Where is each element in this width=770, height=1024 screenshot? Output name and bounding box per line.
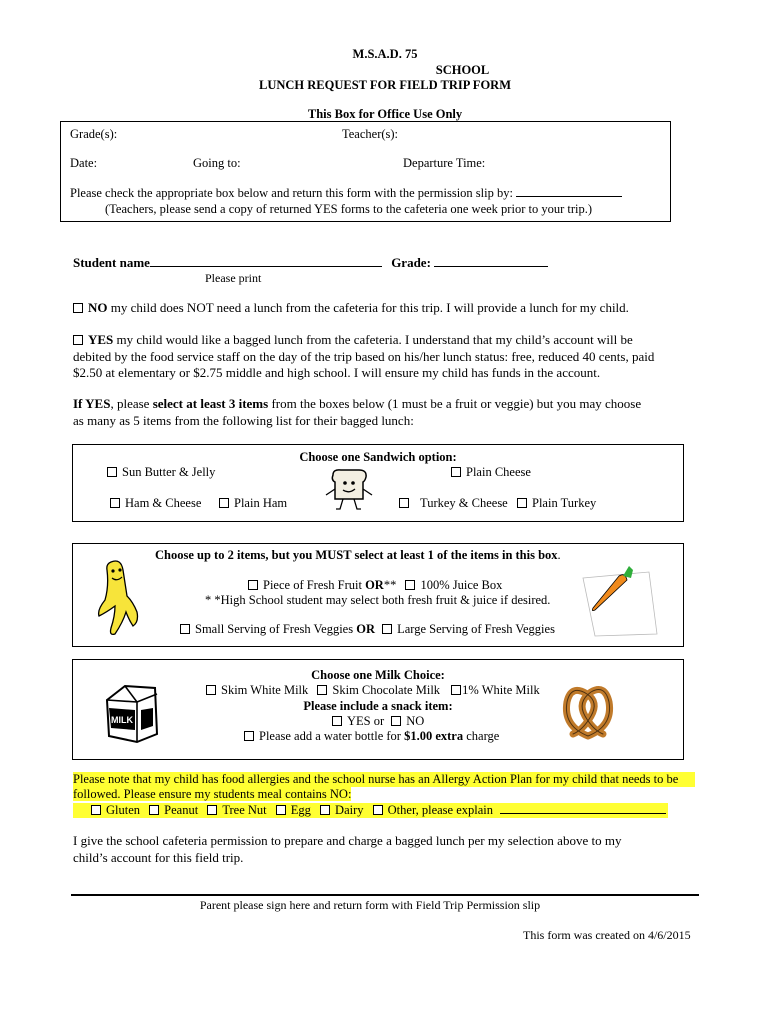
- ham-cheese-option: [110, 496, 201, 511]
- snack-no-label: NO: [406, 714, 425, 728]
- district-title: M.S.A.D. 75: [352, 47, 418, 61]
- milk-title: Choose one Milk Choice:: [311, 668, 445, 682]
- yes-text-line1: my child would like a bagged lunch from the cafeteria. I understand that my child’s account will be: [116, 332, 633, 347]
- fruit-box-title: [155, 548, 561, 563]
- gluten-label: Gluten: [106, 803, 141, 817]
- ham-cheese-checkbox[interactable]: [110, 498, 120, 508]
- sun-butter-jelly-label: Sun Butter & Jelly: [122, 465, 216, 479]
- toast-icon: [321, 467, 377, 513]
- large-veggies-checkbox[interactable]: [382, 624, 392, 634]
- large-veggies-label: Large Serving of Fresh Veggies: [397, 622, 555, 636]
- milk-carton-text: MILK: [111, 715, 133, 725]
- student-name-label: Student name: [73, 255, 150, 270]
- gluten-checkbox[interactable]: [91, 805, 101, 815]
- juice-box-label: 100% Juice Box: [420, 578, 503, 592]
- if-yes-select: select at least 3 items: [152, 396, 269, 411]
- school-title: SCHOOL: [435, 63, 490, 77]
- permission-line2: child’s account for this field trip.: [73, 849, 244, 865]
- office-use-box: [60, 121, 671, 222]
- yes-label: YES: [88, 332, 114, 347]
- allergy-options: [73, 803, 668, 818]
- office-box-title: This Box for Office Use Only: [307, 107, 463, 121]
- fruit-box-title-end: .: [557, 548, 561, 562]
- plain-ham-checkbox[interactable]: [219, 498, 229, 508]
- snack-no-checkbox[interactable]: [391, 716, 401, 726]
- yes-checkbox[interactable]: [73, 335, 83, 345]
- juice-box-checkbox[interactable]: [405, 580, 415, 590]
- plain-cheese-checkbox[interactable]: [451, 467, 461, 477]
- no-checkbox[interactable]: [73, 303, 83, 313]
- one-percent-label: 1% White Milk: [462, 683, 540, 697]
- if-yes-line2: as many as 5 items from the following list for their bagged lunch:: [73, 412, 414, 428]
- student-name-line[interactable]: [150, 266, 382, 267]
- allergy-line1: Please note that my child has food allergies and the school nurse has an Allergy Action Plan for my child that needs to be: [73, 772, 695, 787]
- water-option: [244, 729, 499, 744]
- allergy-line2: followed. Please ensure my students meal contains NO:: [73, 787, 352, 801]
- if-yes-mid: , please: [110, 396, 153, 411]
- created-date: This form was created on 4/6/2015: [523, 928, 691, 942]
- signature-line[interactable]: [71, 894, 699, 896]
- small-veggies-label: Small Serving of Fresh Veggies: [195, 622, 354, 636]
- yes-text-line2: debited by the food service staff on the day of the trip based on his/her lunch status: free, reduced 40 cents, paid: [73, 348, 655, 364]
- fresh-fruit-checkbox[interactable]: [248, 580, 258, 590]
- permission-line1: I give the school cafeteria permission to prepare and charge a bagged lunch per my selection above to my: [73, 833, 622, 848]
- plain-ham-label: Plain Ham: [234, 496, 288, 510]
- dairy-checkbox[interactable]: [320, 805, 330, 815]
- milk-box: [72, 659, 684, 760]
- fresh-fruit-label: Piece of Fresh Fruit: [263, 578, 362, 592]
- fruit-box-title-text: Choose up to 2 items, but you MUST select at least 1 of the items in this box: [155, 548, 558, 562]
- fresh-fruit-juice-row: [248, 578, 502, 593]
- veggie-or-label: OR: [356, 622, 375, 636]
- fruit-stars: **: [383, 578, 397, 592]
- turkey-cheese-label: Turkey & Cheese: [420, 496, 508, 510]
- milk-options-row: [206, 683, 540, 698]
- return-instruction: [70, 186, 622, 201]
- plain-cheese-option: [451, 465, 531, 480]
- veggie-row: [180, 622, 555, 637]
- water-price: $1.00 extra: [404, 729, 464, 743]
- if-yes-instructions: [73, 396, 641, 429]
- peanut-label: Peanut: [164, 803, 199, 817]
- snack-options-row: [332, 714, 424, 729]
- small-veggies-checkbox[interactable]: [180, 624, 190, 634]
- date-label: Date:: [70, 156, 98, 170]
- return-instruction-text: Please check the appropriate box below and return this form with the permission slip by:: [70, 186, 513, 200]
- hs-note: * *High School student may select both fresh fruit & juice if desired.: [205, 593, 551, 607]
- plain-turkey-label: Plain Turkey: [532, 496, 597, 510]
- other-explain-line[interactable]: [500, 813, 666, 814]
- other-label: Other, please explain: [387, 803, 493, 817]
- snack-title: Please include a snack item:: [303, 699, 453, 713]
- return-by-line[interactable]: [516, 196, 622, 197]
- skim-chocolate-checkbox[interactable]: [317, 685, 327, 695]
- plain-ham-option: [219, 496, 287, 511]
- allergy-section: [73, 772, 695, 818]
- teachers-label: Teacher(s):: [342, 127, 399, 141]
- going-to-label: Going to:: [193, 156, 241, 170]
- plain-cheese-label: Plain Cheese: [466, 465, 531, 479]
- water-post-label: charge: [463, 729, 500, 743]
- grade-line[interactable]: [434, 266, 548, 267]
- yes-option: [73, 332, 654, 382]
- grade-label: Grade:: [391, 255, 431, 270]
- grades-label: Grade(s):: [70, 127, 118, 141]
- if-yes-lead: If YES: [73, 396, 111, 411]
- pretzel-icon: [553, 676, 623, 746]
- snack-yes-label: YES or: [347, 714, 385, 728]
- carrot-icon: [573, 558, 663, 640]
- permission-statement: [73, 833, 621, 866]
- turkey-cheese-option: [399, 496, 508, 511]
- one-percent-checkbox[interactable]: [451, 685, 461, 695]
- water-pre-label: Please add a water bottle for: [259, 729, 405, 743]
- signature-caption: Parent please sign here and return form with Field Trip Permission slip: [199, 898, 541, 912]
- ham-cheese-label: Ham & Cheese: [125, 496, 202, 510]
- please-print-note: Please print: [205, 271, 262, 285]
- yes-text-line3: $2.50 at elementary or $2.75 middle and high school. I will ensure my child has funds in the account.: [73, 365, 601, 380]
- no-option: [73, 300, 629, 317]
- egg-checkbox[interactable]: [276, 805, 286, 815]
- plain-turkey-option: [517, 496, 596, 511]
- peanut-checkbox[interactable]: [149, 805, 159, 815]
- banana-icon: [93, 556, 145, 640]
- tree-nut-checkbox[interactable]: [207, 805, 217, 815]
- no-text: my child does NOT need a lunch from the cafeteria for this trip. I will provide a lunch for my child.: [110, 300, 629, 315]
- tree-nut-label: Tree Nut: [222, 803, 267, 817]
- sun-butter-jelly-option: [107, 465, 215, 480]
- snack-yes-checkbox[interactable]: [332, 716, 342, 726]
- form-title: LUNCH REQUEST FOR FIELD TRIP FORM: [258, 78, 511, 92]
- turkey-cheese-checkbox[interactable]: [399, 498, 409, 508]
- skim-white-label: Skim White Milk: [221, 683, 309, 697]
- student-name-row: [73, 255, 548, 272]
- teachers-note: (Teachers, please send a copy of returned YES forms to the cafeteria one week prior to your trip.): [105, 202, 593, 216]
- if-yes-rest: from the boxes below (1 must be a fruit or veggie) but you may choose: [268, 396, 642, 411]
- sandwich-box: [72, 444, 684, 522]
- milk-carton-icon: [101, 680, 161, 746]
- fruit-veggie-box: [72, 543, 684, 647]
- dairy-label: Dairy: [335, 803, 364, 817]
- other-checkbox[interactable]: [373, 805, 383, 815]
- departure-time-label: Departure Time:: [403, 156, 486, 170]
- skim-chocolate-label: Skim Chocolate Milk: [332, 683, 441, 697]
- sandwich-title: Choose one Sandwich option:: [299, 450, 457, 464]
- no-label: NO: [88, 300, 108, 315]
- skim-white-checkbox[interactable]: [206, 685, 216, 695]
- sun-butter-jelly-checkbox[interactable]: [107, 467, 117, 477]
- egg-label: Egg: [290, 803, 311, 817]
- plain-turkey-checkbox[interactable]: [517, 498, 527, 508]
- fruit-or-label: OR: [361, 578, 384, 592]
- water-bottle-checkbox[interactable]: [244, 731, 254, 741]
